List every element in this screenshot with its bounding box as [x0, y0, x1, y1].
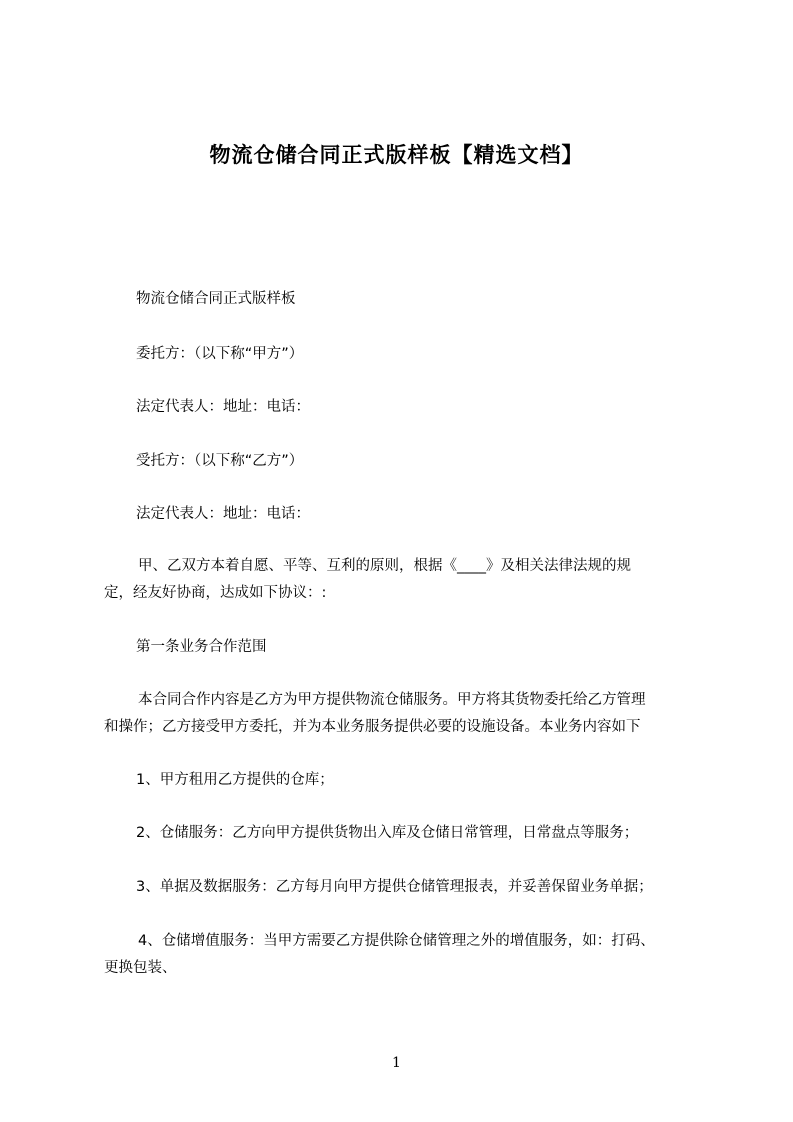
list-item: [104, 767, 704, 794]
paragraph-text: 法定代表人：地址：电话：: [136, 506, 310, 522]
document-title: 物流仓储合同正式版样板【精选文档】: [209, 143, 584, 167]
list-item-text: 3、单据及数据服务：乙方每月向甲方提供仓储管理报表，并妥善保留业务单据；: [136, 879, 653, 895]
paragraph-text: 本合同合作内容是乙方为甲方提供物流仓储服务。甲方将其货物委托给乙方管理: [138, 692, 646, 708]
paragraph: [104, 394, 704, 421]
paragraph: [104, 714, 704, 741]
paragraph: [104, 580, 704, 607]
list-item-text: 更换包装、: [104, 960, 177, 976]
section-heading: [104, 634, 704, 661]
paragraph: [104, 687, 704, 714]
paragraph-text: 受托方：（以下称“乙方”）: [136, 453, 304, 469]
paragraph: [104, 286, 704, 313]
paragraph: [104, 553, 704, 580]
list-item: [104, 820, 704, 847]
page-number: 1: [392, 1055, 401, 1071]
paragraph-text: 定，经友好协商，达成如下协议：:: [104, 585, 327, 601]
list-item-continuation: [104, 955, 704, 982]
paragraph: [104, 448, 704, 475]
list-item: [104, 928, 704, 955]
paragraph-text: 和操作；乙方接受甲方委托，并为本业务服务提供必要的设施设备。本业务内容如下: [104, 719, 641, 735]
paragraph: [104, 501, 704, 528]
list-item-text: 1、甲方租用乙方提供的仓库；: [136, 772, 334, 788]
list-item: [104, 874, 704, 901]
section-heading-text: 第一条业务合作范围: [136, 639, 267, 655]
paragraph-text: 委托方：（以下称“甲方”）: [136, 346, 304, 362]
paragraph-text: 甲、乙双方本着自愿、平等、互利的原则，根据《____》及相关法律法规的规: [138, 558, 631, 574]
paragraph-text: 物流仓储合同正式版样板: [136, 291, 296, 307]
paragraph-text: 法定代表人：地址：电话：: [136, 399, 310, 415]
list-item-text: 2、仓储服务：乙方向甲方提供货物出入库及仓储日常管理，日常盘点等服务；: [136, 825, 639, 841]
paragraph: [104, 341, 704, 368]
list-item-text: 4、仓储增值服务：当甲方需要乙方提供除仓储管理之外的增值服务，如：打码、: [138, 933, 655, 949]
